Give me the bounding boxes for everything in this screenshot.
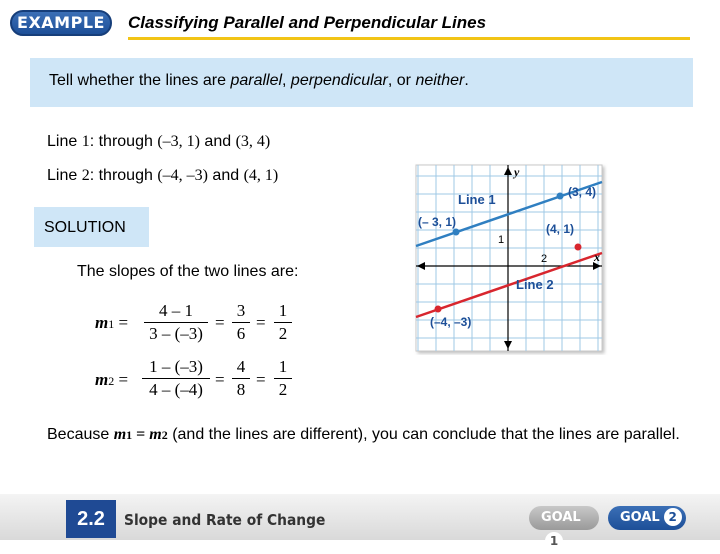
conclusion-after: (and the lines are different), you can conclude that the lines are parallel. (167, 426, 680, 443)
line2-point-b: (4, 1) (243, 167, 279, 184)
slopes-intro: The slopes of the two lines are: (77, 263, 299, 280)
x-axis-label: x (594, 250, 600, 264)
m2-num: 1 – (–3) (149, 357, 203, 376)
prompt-perpendicular: perpendicular (290, 72, 388, 89)
section-title: Slope and Rate of Change (124, 511, 326, 529)
section-number: 2.2 (66, 500, 116, 538)
m2-den: 4 – (–4) (149, 380, 203, 399)
prompt-comma1: , (282, 72, 291, 89)
line1-label: Line (47, 133, 82, 150)
conclusion-before: Because (47, 426, 114, 443)
line1-description (47, 133, 270, 151)
goal-2-label: GOAL (620, 510, 660, 525)
point-3-4 (557, 193, 564, 200)
m2-den2: 8 (236, 380, 246, 399)
m1-num3: 1 (278, 301, 288, 320)
m1-den3: 2 (278, 324, 288, 343)
m1-eq-3: = (256, 313, 266, 332)
conclusion-m2: m (149, 426, 162, 443)
goal-2-number: 2 (664, 508, 682, 526)
m2-fraction-1 (142, 357, 210, 400)
y-axis-label: y (514, 165, 520, 179)
conclusion-m1: m (113, 426, 127, 443)
coordinate-graph (412, 163, 608, 355)
goal-2-button[interactable] (608, 506, 686, 530)
m1-variable (95, 313, 128, 333)
m1-fraction-3 (274, 301, 292, 344)
line2-graph-label: Line 2 (516, 277, 554, 292)
line2-label: Line (47, 167, 82, 184)
goal-1-button[interactable] (529, 506, 599, 548)
prompt-before: Tell whether the lines are (49, 72, 231, 89)
m2-fraction-3 (274, 357, 292, 400)
label-neg3-1: (– 3, 1) (418, 215, 457, 229)
m1-den: 3 – (–3) (149, 324, 203, 343)
m1-num: 4 – 1 (159, 301, 193, 320)
solution-label: SOLUTION (44, 219, 126, 236)
m2-num2: 4 (236, 357, 246, 376)
point-neg4-neg3 (435, 306, 442, 313)
label-3-4: (3, 4) (568, 185, 597, 199)
line2-through: : through (89, 167, 158, 184)
line1-and: and (199, 133, 236, 150)
line2-num: 2 (81, 167, 90, 184)
m2-sub: 2 (108, 374, 115, 388)
line1-point-b: (3, 4) (235, 133, 271, 150)
m2-eq: = (118, 370, 129, 389)
line1-num: 1 (81, 133, 90, 150)
label-neg4-neg3: (–4, –3) (430, 315, 472, 329)
goal-1-number: 1 (545, 532, 563, 550)
point-4-1 (575, 244, 582, 251)
conclusion-s2: 2 (161, 428, 168, 442)
m1-sub: 1 (108, 317, 115, 331)
point-neg3-1 (453, 229, 460, 236)
title-underline (128, 37, 690, 40)
line1-graph-label: Line 1 (458, 192, 496, 207)
label-4-1: (4, 1) (546, 222, 575, 236)
prompt-parallel: parallel (230, 72, 283, 89)
goal-1-label: GOAL (541, 510, 581, 525)
line1-through: : through (89, 133, 158, 150)
m2-den3: 2 (278, 380, 288, 399)
m1-fraction-1 (144, 301, 208, 344)
m2-num3: 1 (278, 357, 288, 376)
m2-eq-2: = (215, 370, 225, 389)
line2-point-a: (–4, –3) (157, 167, 208, 184)
x-tick-label: 2 (541, 253, 548, 265)
prompt-period: . (464, 72, 469, 89)
prompt-neither: neither (415, 72, 465, 89)
y-tick-label: 1 (498, 234, 505, 246)
m1-var: m (95, 313, 109, 332)
prompt-comma2: , or (387, 72, 416, 89)
line1-point-a: (–3, 1) (157, 133, 200, 150)
page-title: Classifying Parallel and Perpendicular Lines (128, 13, 487, 32)
conclusion-text (47, 424, 687, 446)
m2-variable (95, 370, 128, 390)
m2-eq-3: = (256, 370, 266, 389)
m1-fraction-2 (232, 301, 250, 344)
conclusion-s1: 1 (126, 428, 133, 442)
line2-and: and (207, 167, 244, 184)
prompt-text (49, 72, 469, 90)
m2-var: m (95, 370, 109, 389)
m1-eq-2: = (215, 313, 225, 332)
m1-num2: 3 (236, 301, 246, 320)
line2-description (47, 167, 278, 185)
m2-fraction-2 (232, 357, 250, 400)
example-badge: EXAMPLE (10, 10, 112, 36)
m1-eq: = (118, 313, 129, 332)
m1-den2: 6 (236, 324, 246, 343)
conclusion-eq: = (132, 426, 150, 443)
